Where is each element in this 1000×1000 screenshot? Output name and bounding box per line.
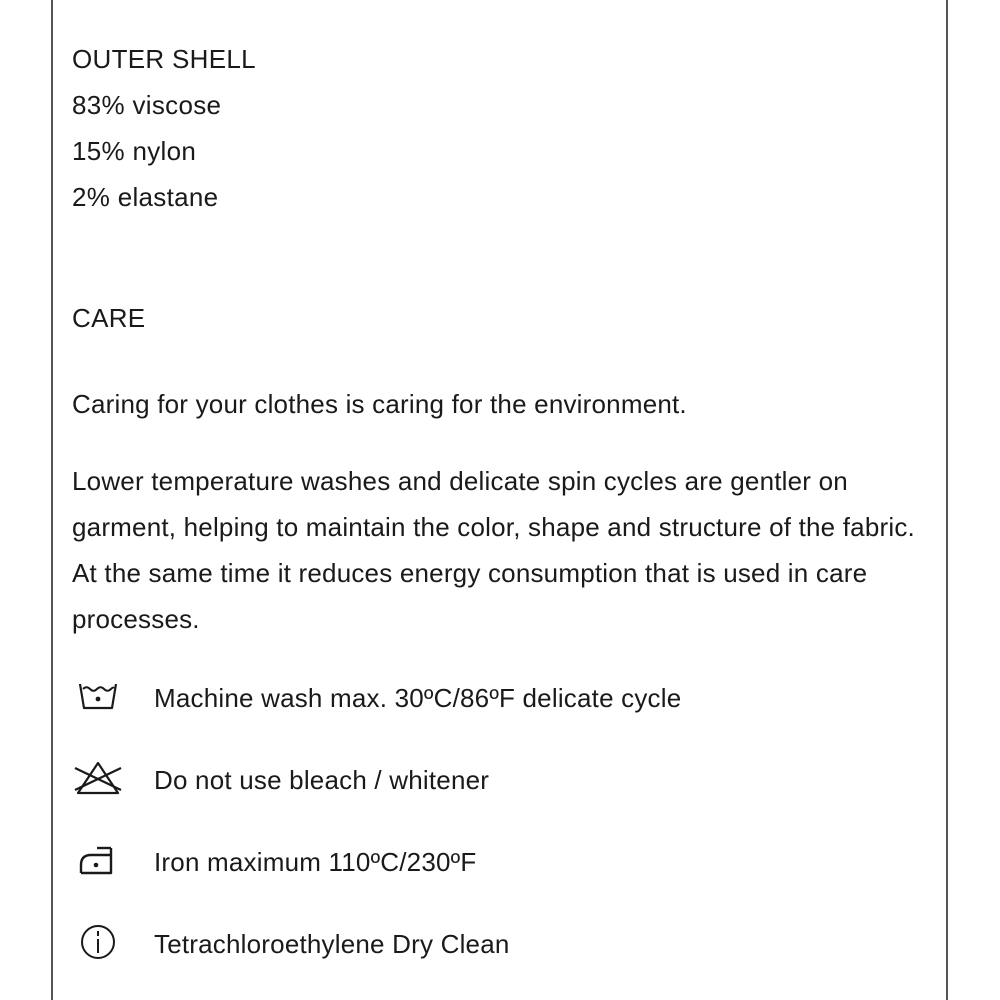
composition-line: 83% viscose — [72, 90, 222, 120]
care-instruction-item — [72, 914, 932, 996]
iron-icon — [72, 838, 124, 882]
care-heading: CARE — [72, 303, 146, 333]
care-instruction-label: Tetrachloroethylene Dry Clean — [154, 929, 510, 959]
no-bleach-icon — [72, 756, 124, 800]
care-instruction-label: Machine wash max. 30ºC/86ºF delicate cycle — [154, 683, 682, 713]
care-instruction-label: Do not use bleach / whitener — [154, 765, 490, 795]
care-instruction-item — [72, 668, 932, 750]
composition-section — [72, 36, 256, 220]
composition-line: 15% nylon — [72, 136, 197, 166]
care-description: Lower temperature washes and delicate spin cycles are gentler on garment, helping to maintain the color, shape and structure of the fabric. At the same time it reduces energy consumption that is used in care processes. — [72, 466, 915, 634]
composition-line: 2% elastane — [72, 182, 219, 212]
care-instruction-item — [72, 832, 932, 914]
dry-clean-icon — [72, 920, 124, 964]
care-instructions-list — [72, 668, 932, 996]
care-instruction-label: Iron maximum 110ºC/230ºF — [154, 847, 477, 877]
outer-shell-heading: OUTER SHELL — [72, 44, 256, 74]
machine-wash-icon — [72, 674, 124, 718]
care-instruction-item — [72, 750, 932, 832]
left-border — [51, 0, 53, 1000]
care-intro-text: Caring for your clothes is caring for the environment. — [72, 389, 687, 419]
right-border — [946, 0, 948, 1000]
